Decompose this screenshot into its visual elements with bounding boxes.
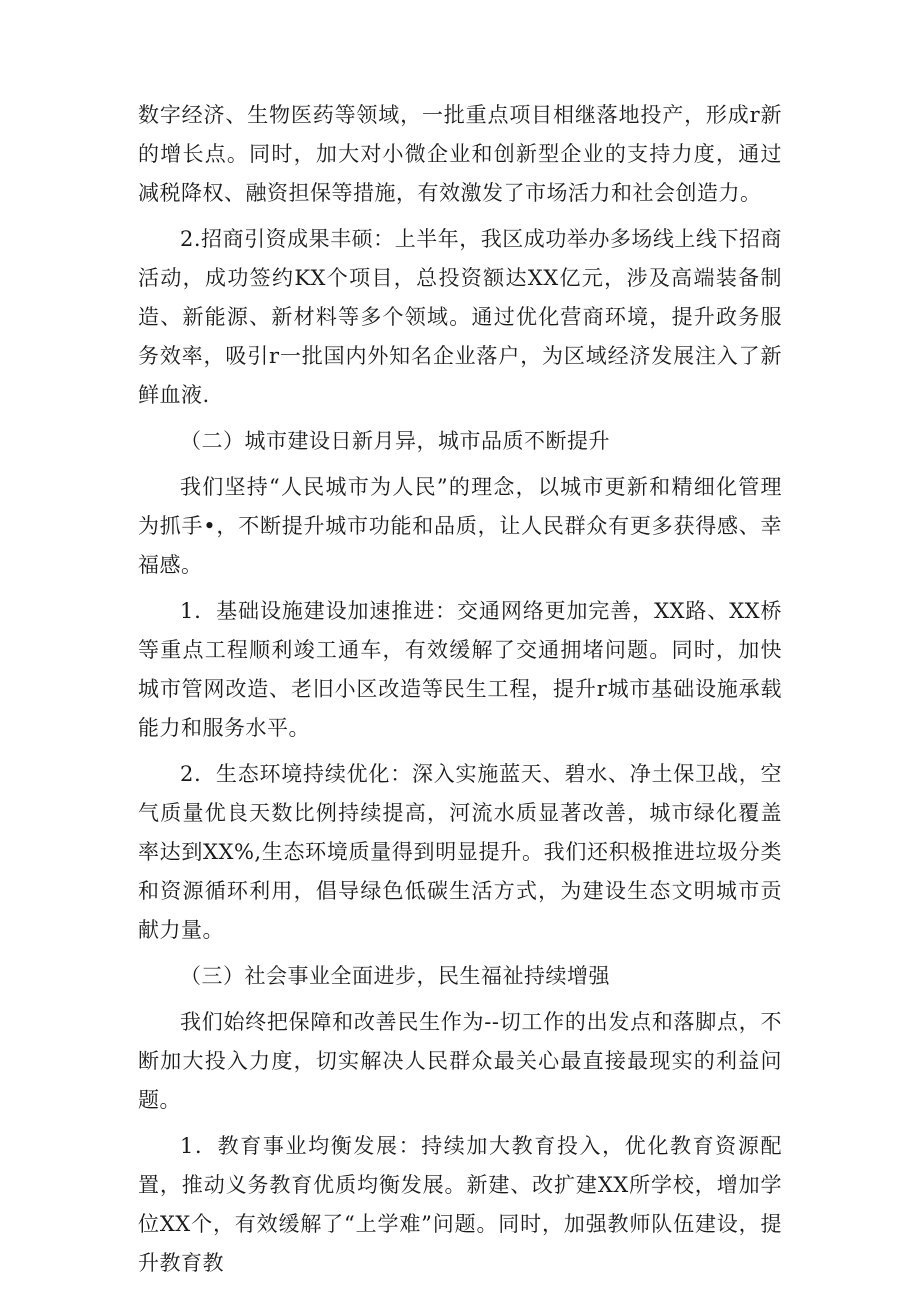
paragraph-economy-continued: 数字经济、生物医药等领域，一批重点项目相继落地投产，形成r新的增长点。同时，加大对小微企业和创新型企业的支持力度，通过减税降权、融资担保等措施，有效激发了市场活力和社会创造力。 [138, 103, 782, 205]
paragraph-education: 1．教育事业均衡发展：持续加大教育投入，优化教育资源配置，推动义务教育优质均衡发展。新建、改扩建XX所学校，增加学位XX个，有效缓解了“上学难”问题。同时，加强教师队伍建设，提升教育教 [138, 1134, 782, 1275]
section-heading-social-affairs: （三）社会事业全面进步，民生福祉持续增强 [180, 964, 610, 988]
paragraph-infrastructure: 1．基础设施建设加速推进：交通网络更加完善，XX路、XX桥等重点工程顺利竣工通车，有效缓解了交通拥堵问题。同时，加快城市管网改造、老旧小区改造等民生工程，提升r城市基础设施承载能力和服务水平。 [138, 599, 782, 740]
paragraph-ecology: 2．生态环境持续优化：深入实施蓝天、碧水、净土保卫战，空气质量优良天数比例持续提高，河流水质显著改善，城市绿化覆盖率达到XX%,生态环境质量得到明显提升。我们还积极推进垃圾分类和资源循环利用，倡导绿色低碳生活方式，为建设生态文明城市贡献力量。 [138, 762, 782, 942]
paragraph-livelihood-intro: 我们始终把保障和改善民生作为--切工作的出发点和落脚点，不断加大投入力度，切实解决人民群众最关心最直接最现实的利益问题。 [138, 1010, 782, 1112]
section-heading-urban-construction: （二）城市建设日新月异，城市品质不断提升 [180, 429, 610, 453]
paragraph-urban-intro: 我们坚持“人民城市为人民”的理念，以城市更新和精细化管理为抓手•，不断提升城市功能和品质，让人民群众有更多获得感、幸福感。 [138, 475, 782, 577]
paragraph-investment: 2.招商引资成果丰硕：上半年，我区成功举办多场线上线下招商活动，成功签约KX个项目，总投资额达XX亿元，涉及高端装备制造、新能源、新材料等多个领域。通过优化营商环境，提升政务服务效率，吸引r一批国内外知名企业落户，为区域经济发展注入了新鲜血液. [138, 227, 782, 407]
